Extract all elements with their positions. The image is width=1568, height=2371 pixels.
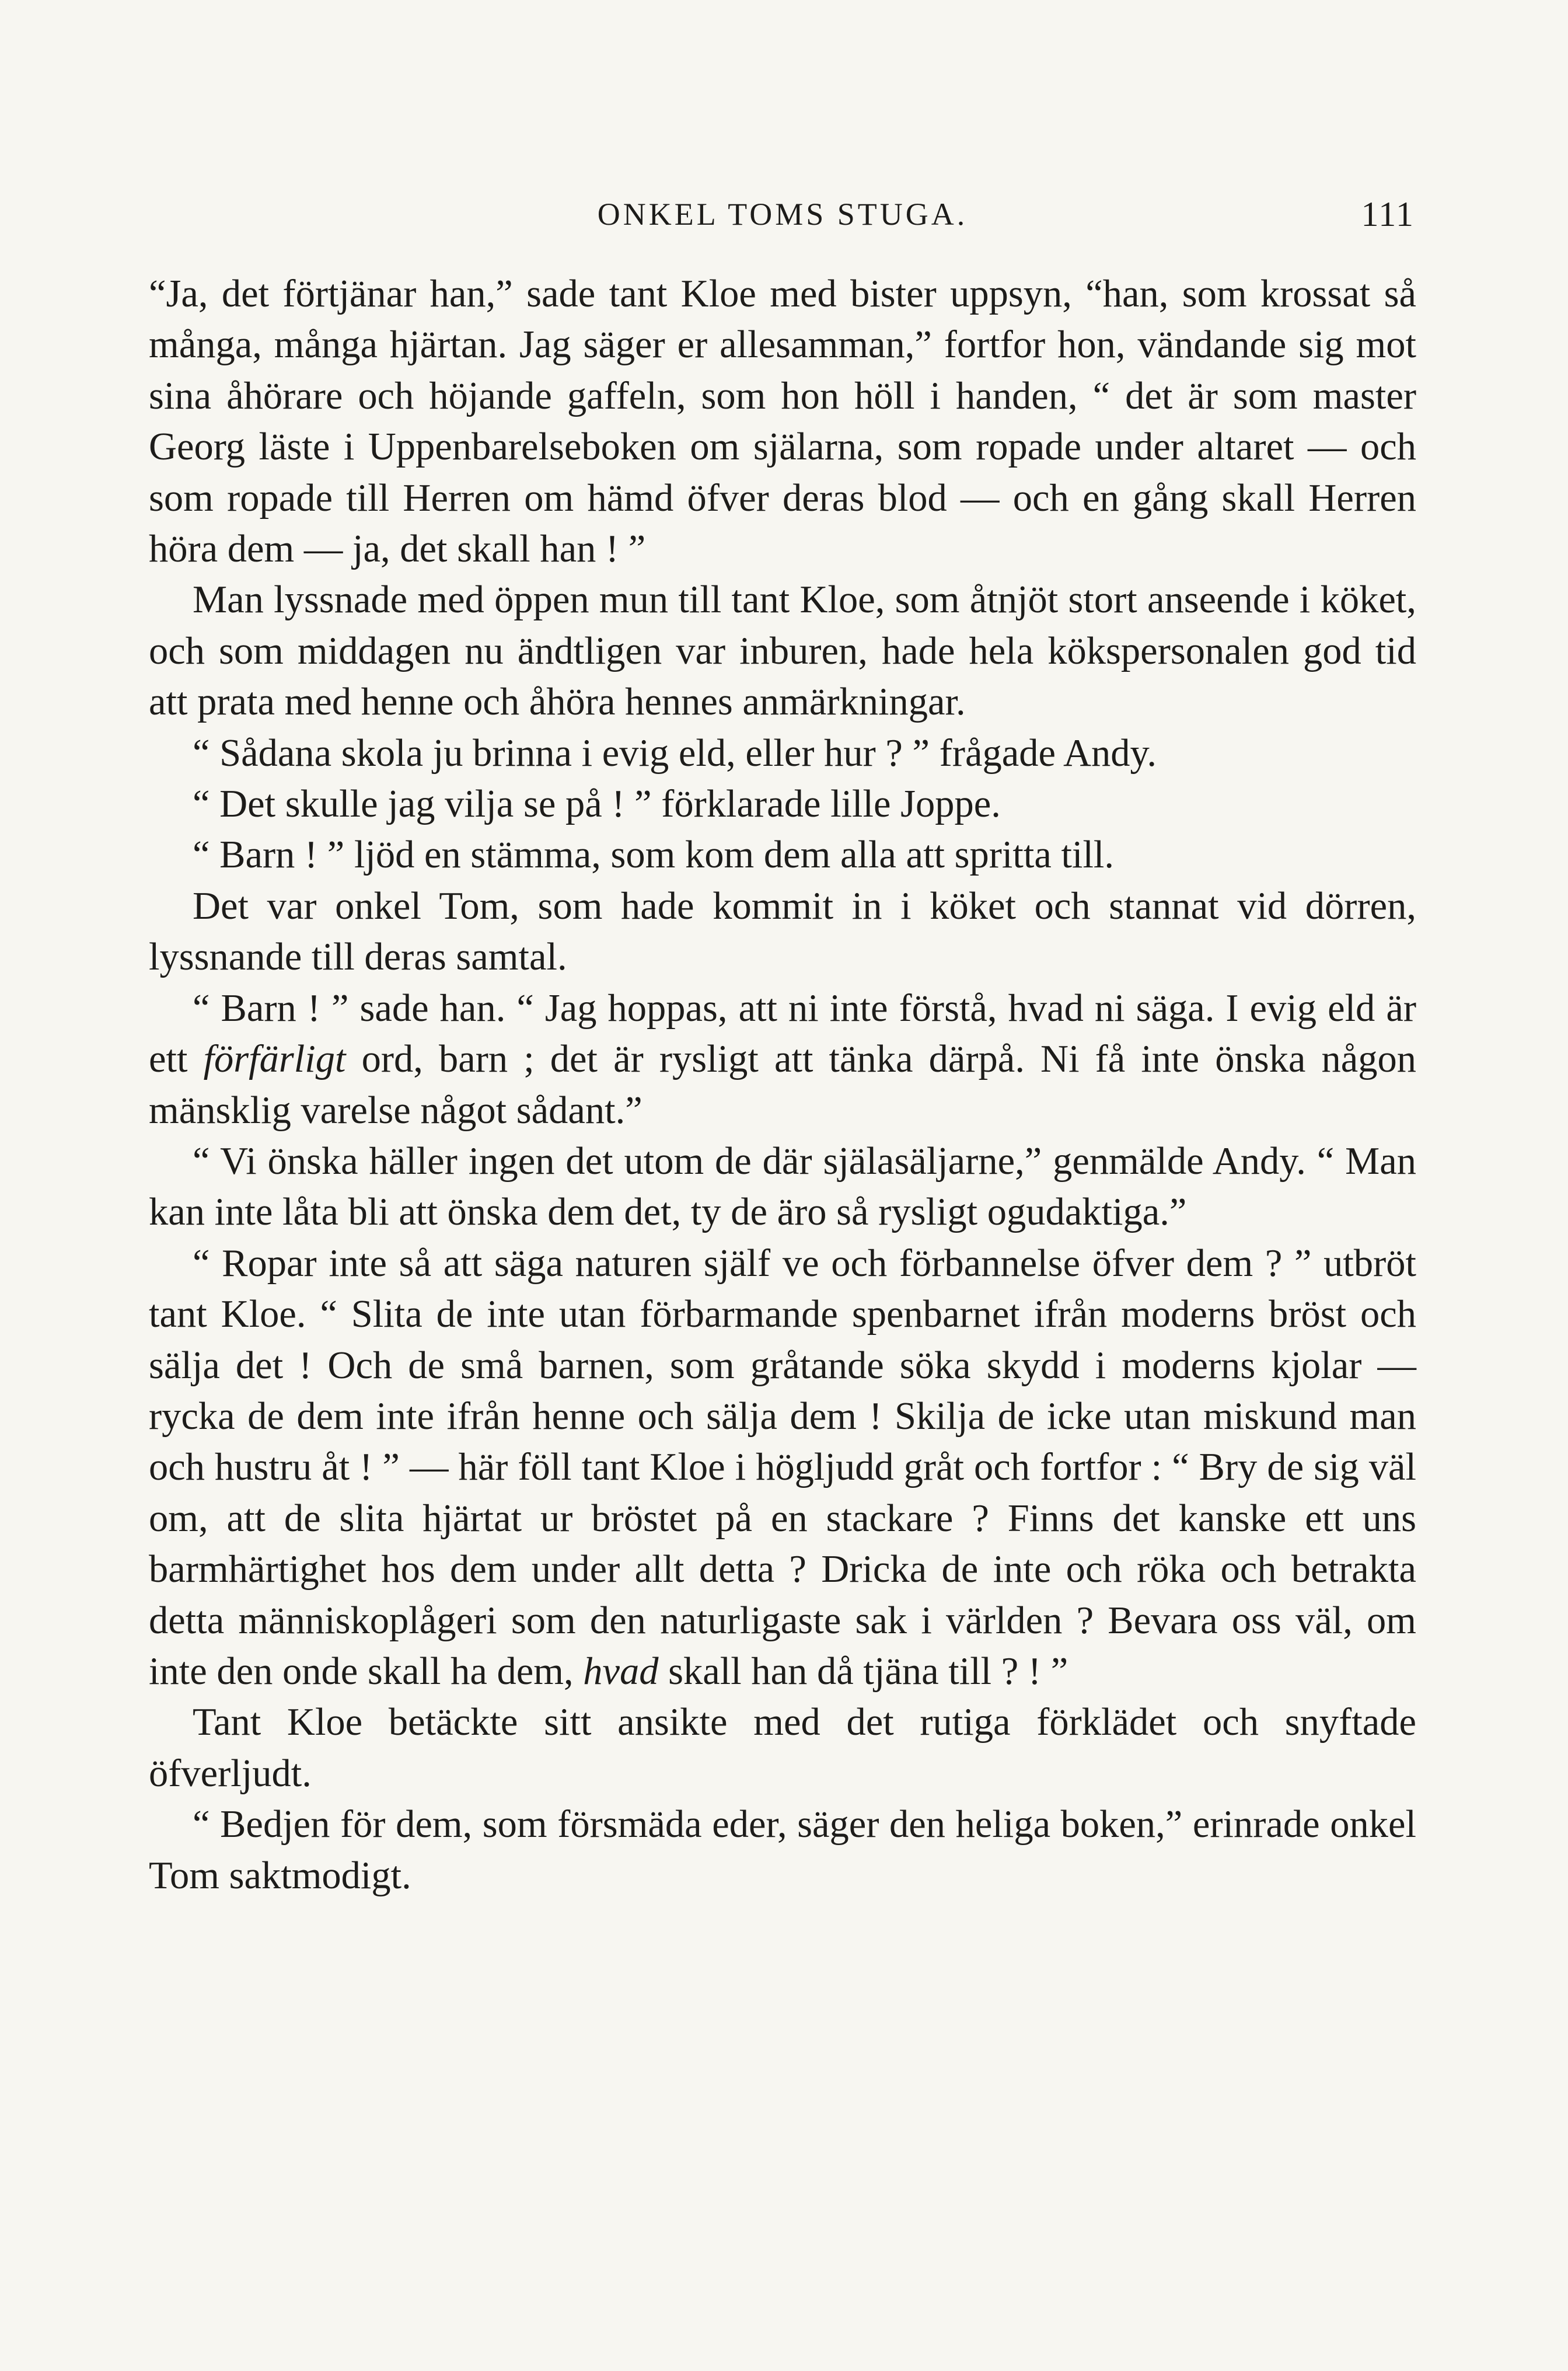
- paragraph-3: “ Sådana skola ju brinna i evig eld, eller hur ? ” frågade Andy.: [193, 731, 1157, 775]
- paragraph-4: “ Det skulle jag vilja se på ! ” förklarade lille Joppe.: [193, 783, 1001, 826]
- body-text: [149, 269, 1416, 1901]
- paragraph-9: [149, 1238, 1416, 1697]
- paragraph-9-part-2: skall han då tjäna till ? ! ”: [658, 1650, 1068, 1693]
- paragraph-6: Det var onkel Tom, som hade kommit in i köket och stannat vid dörren, lyssnande till deras samtal.: [149, 884, 1416, 979]
- paragraph-7: [149, 983, 1416, 1136]
- paragraph-11: “ Bedjen för dem, som försmäda eder, säger den heliga boken,” erinrade onkel Tom saktmodigt.: [149, 1803, 1416, 1897]
- emphasis-hvad: hvad: [583, 1650, 659, 1693]
- paragraph-7-part-2: ord, barn ; det är rysligt att tänka därpå. Ni få inte önska någon mänsklig varelse något sådant.”: [149, 1038, 1417, 1132]
- paragraph-5: “ Barn ! ” ljöd en stämma, som kom dem alla att spritta till.: [193, 834, 1115, 877]
- paragraph-10: Tant Kloe betäckte sitt ansikte med det rutiga förklädet och snyftade öfverljudt.: [149, 1701, 1416, 1795]
- emphasis-forfarligt: förfärligt: [203, 1038, 346, 1081]
- paragraph-8: “ Vi önska häller ingen det utom de där själasäljarne,” genmälde Andy. “ Man kan inte låta bli att önska dem det, ty de äro så rysligt ogudaktiga.”: [149, 1139, 1416, 1234]
- page-number: 111: [1361, 195, 1415, 233]
- paragraph-9-part-1: “ Ropar inte så att säga naturen själf ve och förbannelse öfver dem ? ” utbröt tant Kloe. “ Slita de inte utan förbarmande spenbarnet ifrån moderns bröst och sälja det ! Och de små barnen, som gråtande söka skydd i moderns kjolar — rycka de dem inte ifrån henne och sälja dem ! Skilja de icke utan miskund man och hustru åt ! ” — här föll tant Kloe i högljudd gråt och fortfor : “ Bry de sig väl om, att de slita hjärtat ur bröstet på en stackare ? Finns det kanske ett uns barmhärtighet hos dem under allt detta ? Dricka de inte och röka och betrakta detta människoplågeri som den naturligaste sak i världen ? Bevara oss väl, om inte den onde skall ha dem,: [149, 1242, 1416, 1693]
- running-head: [151, 188, 1415, 240]
- paragraph-2: Man lyssnade med öppen mun till tant Kloe, som åtnjöt stort anseende i köket, och som middagen nu ändtligen var inburen, hade hela kökspersonalen god tid att prata med henne och åhöra hennes anmärkningar.: [149, 578, 1416, 724]
- running-title: ONKEL TOMS STUGA.: [597, 197, 968, 232]
- paragraph-1: “Ja, det förtjänar han,” sade tant Kloe med bister uppsyn, “han, som krossat så många, många hjärtan. Jag säger er allesamman,” fortfor hon, vändande sig mot sina åhörare och höjande gaffeln, som hon höll i handen, “ det är som master Georg läste i Uppenbarelseboken om själarna, som ropade under altaret — och som ropade till Herren om hämd öfver deras blod — och en gång skall Herren höra dem — ja, det skall han ! ”: [149, 273, 1416, 571]
- paragraph-7-part-1: “ Barn ! ” sade han. “ Jag hoppas, att ni inte förstå, hvad ni säga. I evig eld är ett: [149, 986, 1416, 1081]
